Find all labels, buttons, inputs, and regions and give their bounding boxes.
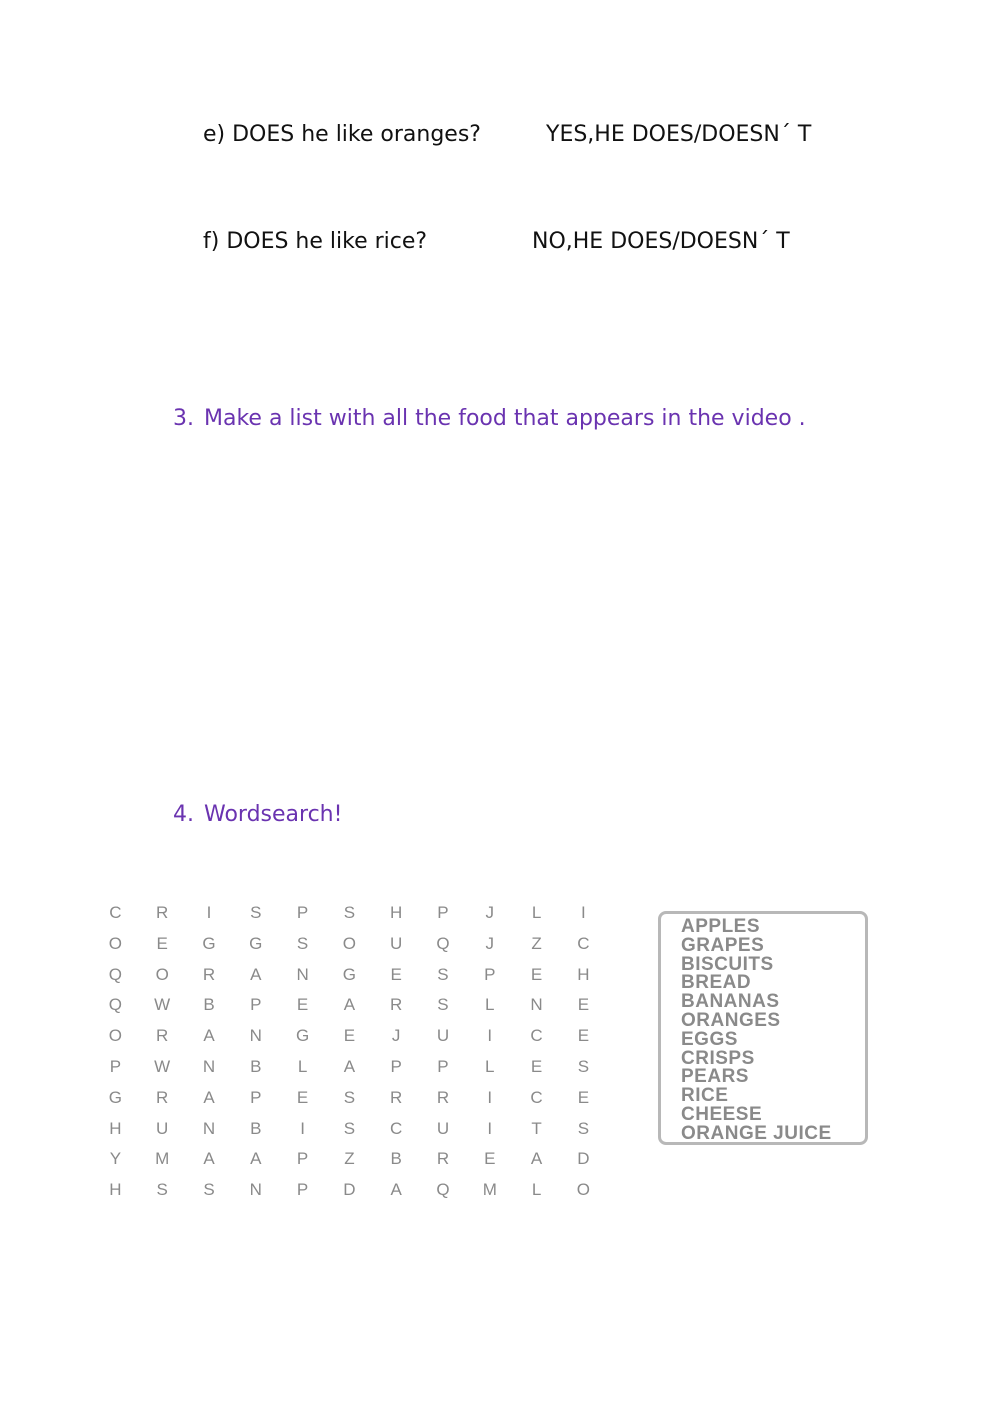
grid-letter: N bbox=[202, 1118, 216, 1138]
grid-letter: H bbox=[577, 964, 590, 984]
grid-letter: M bbox=[482, 1180, 497, 1200]
grid-letter: E bbox=[530, 1056, 543, 1076]
grid-letter: W bbox=[154, 1056, 171, 1076]
grid-letter: H bbox=[109, 1180, 122, 1200]
grid-letter: R bbox=[156, 1087, 169, 1107]
grid-letter: Z bbox=[531, 933, 542, 953]
grid-letter: H bbox=[109, 1118, 122, 1138]
grid-letter: G bbox=[249, 933, 263, 953]
grid-letter: S bbox=[343, 1118, 356, 1138]
grid-letter: I bbox=[487, 1118, 493, 1138]
grid-letter: S bbox=[437, 964, 449, 984]
grid-letter: J bbox=[485, 933, 495, 953]
grid-letter: O bbox=[576, 1180, 590, 1200]
grid-letter: E bbox=[577, 995, 590, 1015]
grid-letter: L bbox=[297, 1056, 308, 1076]
grid-letter: M bbox=[155, 1149, 170, 1169]
answer-e: YES,HE DOES/DOESN´ T bbox=[546, 122, 812, 147]
grid-letter: T bbox=[531, 1118, 542, 1138]
section-4-heading bbox=[173, 802, 342, 827]
word-list-item: BANANAS bbox=[681, 991, 780, 1013]
grid-letter: N bbox=[249, 1026, 262, 1046]
grid-letter: I bbox=[206, 903, 212, 922]
grid-letter: J bbox=[391, 1026, 401, 1046]
grid-letter: I bbox=[300, 1118, 305, 1138]
grid-letter: W bbox=[154, 995, 171, 1015]
question-f: f) DOES he like rice? bbox=[203, 229, 428, 254]
grid-letter: A bbox=[343, 1056, 356, 1076]
grid-letter: E bbox=[577, 1087, 590, 1107]
grid-letter: E bbox=[390, 964, 402, 984]
grid-letter: A bbox=[203, 1026, 215, 1046]
grid-letter: P bbox=[109, 1056, 122, 1076]
grid-letter: O bbox=[108, 1026, 123, 1046]
grid-letter: R bbox=[156, 1026, 169, 1046]
grid-letter: N bbox=[202, 1056, 216, 1076]
grid-letter: P bbox=[437, 1056, 449, 1076]
grid-letter: S bbox=[343, 903, 356, 922]
grid-letter: G bbox=[342, 964, 356, 984]
grid-letter: P bbox=[296, 1149, 309, 1169]
grid-letter: E bbox=[296, 995, 309, 1015]
grid-letter: A bbox=[390, 1180, 402, 1200]
grid-letter: G bbox=[108, 1087, 123, 1107]
answer-f: NO,HE DOES/DOESN´ T bbox=[532, 229, 790, 254]
grid-letter: A bbox=[343, 995, 356, 1015]
word-list-item: CRISPS bbox=[681, 1047, 755, 1069]
grid-letter: O bbox=[155, 964, 169, 984]
grid-letter: S bbox=[156, 1180, 168, 1200]
grid-letter: A bbox=[530, 1149, 543, 1169]
grid-letter: J bbox=[485, 903, 495, 922]
grid-letter: D bbox=[343, 1180, 356, 1200]
grid-letter: L bbox=[485, 995, 495, 1015]
grid-letter: A bbox=[250, 964, 262, 984]
word-list-item: CHEESE bbox=[681, 1103, 763, 1125]
word-list-item: APPLES bbox=[681, 916, 761, 937]
grid-letter: S bbox=[296, 933, 309, 953]
grid-letter: Q bbox=[436, 933, 450, 953]
grid-letter: S bbox=[343, 1087, 356, 1107]
grid-letter: A bbox=[203, 1149, 215, 1169]
grid-letter: E bbox=[484, 1149, 496, 1169]
grid-letter: E bbox=[530, 964, 543, 984]
grid-letter: P bbox=[250, 1087, 262, 1107]
grid-letter: U bbox=[156, 1118, 169, 1138]
grid-letter: E bbox=[156, 933, 168, 953]
word-list-item: BISCUITS bbox=[681, 953, 774, 975]
grid-letter: S bbox=[250, 903, 262, 922]
grid-letter: Y bbox=[109, 1149, 122, 1169]
grid-letter: P bbox=[296, 1180, 309, 1200]
grid-letter: Z bbox=[344, 1149, 355, 1169]
grid-letter: L bbox=[485, 1056, 495, 1076]
grid-letter: B bbox=[390, 1149, 402, 1169]
grid-letter: A bbox=[203, 1087, 215, 1107]
section-3-number: 3. bbox=[173, 406, 194, 431]
grid-letter: B bbox=[203, 995, 215, 1015]
grid-letter: P bbox=[296, 903, 309, 922]
word-list-box bbox=[658, 911, 868, 1145]
grid-letter: U bbox=[436, 1118, 450, 1138]
word-list-item: PEARS bbox=[681, 1066, 749, 1088]
question-e: e) DOES he like oranges? bbox=[203, 122, 481, 147]
grid-letter: R bbox=[436, 1149, 450, 1169]
grid-letter: C bbox=[109, 903, 122, 922]
grid-letter: Q bbox=[108, 995, 123, 1015]
grid-letter: R bbox=[436, 1087, 450, 1107]
grid-letter: E bbox=[296, 1087, 309, 1107]
grid-letter: S bbox=[203, 1180, 215, 1200]
grid-letter: S bbox=[577, 1118, 590, 1138]
grid-letter: S bbox=[437, 995, 449, 1015]
grid-letter: U bbox=[436, 1026, 450, 1046]
grid-letter: S bbox=[577, 1056, 590, 1076]
word-list-item: BREAD bbox=[681, 972, 752, 994]
grid-letter: G bbox=[295, 1026, 310, 1046]
grid-letter: E bbox=[343, 1026, 356, 1046]
grid-letter: A bbox=[250, 1149, 262, 1169]
grid-letter: I bbox=[487, 1026, 493, 1046]
word-list-item: EGGS bbox=[681, 1028, 738, 1050]
grid-letter: G bbox=[202, 933, 216, 953]
wordsearch-grid bbox=[92, 898, 607, 1206]
grid-letter: L bbox=[531, 1180, 542, 1200]
grid-letter: Q bbox=[108, 964, 123, 984]
word-list-item: ORANGES bbox=[681, 1009, 781, 1031]
grid-letter: D bbox=[577, 1149, 590, 1169]
grid-letter: P bbox=[390, 1056, 402, 1076]
grid-letter: N bbox=[296, 964, 309, 984]
grid-letter: C bbox=[530, 1026, 543, 1046]
grid-letter: R bbox=[390, 995, 403, 1015]
section-3-text: Make a list with all the food that appears in the video . bbox=[204, 406, 806, 431]
grid-letter: C bbox=[577, 933, 590, 953]
grid-letter: I bbox=[487, 1087, 493, 1107]
grid-letter: R bbox=[202, 964, 216, 984]
grid-letter: N bbox=[530, 995, 543, 1015]
grid-letter: O bbox=[342, 933, 356, 953]
grid-letter: U bbox=[390, 933, 403, 953]
section-4-number: 4. bbox=[173, 802, 194, 827]
grid-letter: H bbox=[390, 903, 403, 922]
section-4-text: Wordsearch! bbox=[204, 802, 343, 827]
grid-letter: Q bbox=[436, 1180, 450, 1200]
grid-letter: B bbox=[250, 1056, 262, 1076]
word-list-item: ORANGE JUICE bbox=[681, 1122, 832, 1144]
grid-letter: P bbox=[437, 903, 449, 922]
grid-letter: P bbox=[250, 995, 262, 1015]
section-3-heading bbox=[173, 406, 806, 431]
grid-letter: L bbox=[531, 903, 542, 922]
word-list-item: GRAPES bbox=[681, 934, 765, 956]
word-list-item: RICE bbox=[681, 1085, 729, 1107]
grid-letter: C bbox=[530, 1087, 543, 1107]
grid-letter: P bbox=[484, 964, 496, 984]
grid-letter: R bbox=[390, 1087, 403, 1107]
grid-letter: E bbox=[577, 1026, 590, 1046]
grid-letter: I bbox=[581, 903, 586, 922]
grid-letter: B bbox=[250, 1118, 262, 1138]
grid-letter: O bbox=[108, 933, 123, 953]
grid-letter: C bbox=[390, 1118, 403, 1138]
grid-letter: R bbox=[156, 903, 169, 922]
grid-letter: N bbox=[249, 1180, 262, 1200]
